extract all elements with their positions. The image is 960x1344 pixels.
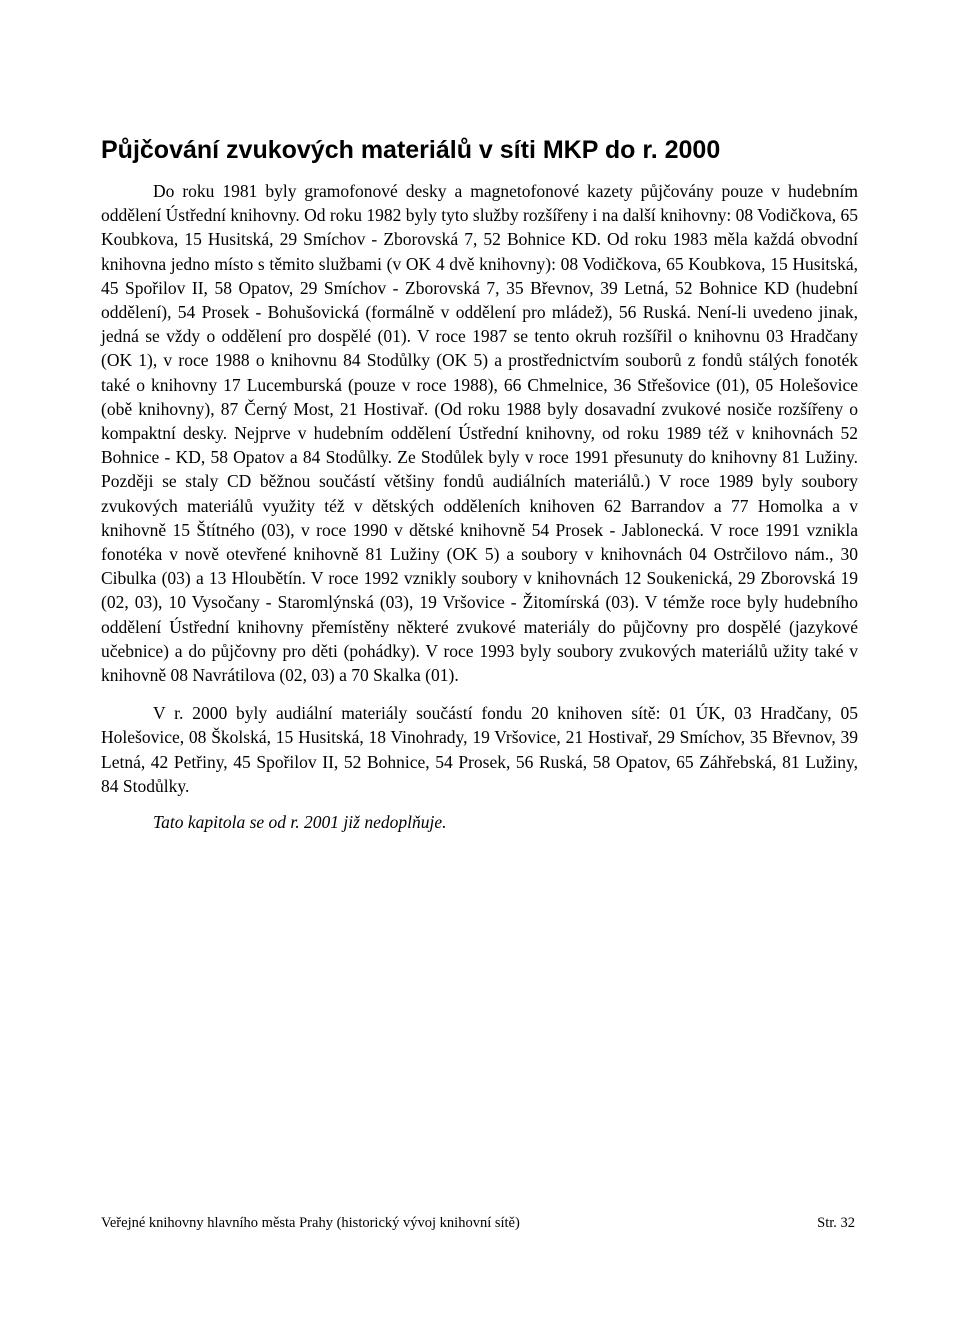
chapter-note: Tato kapitola se od r. 2001 již nedoplňuje. [153,812,447,833]
document-body [101,179,858,834]
paragraph-year-2000: V r. 2000 byly audiální materiály součástí fondu 20 knihoven sítě: 01 ÚK, 03 Hradčany, 05 Holešovice, 08 Školská, 15 Husitská, 18 Vinohrady, 19 Vršovice, 21 Hostivař, 29 Smíchov, 35 Břevnov, 39 Letná, 42 Petřiny, 45 Spořilov II, 52 Bohnice, 54 Prosek, 56 Ruská, 58 Opatov, 65 Záhřebská, 81 Lužiny, 84 Stodůlky. [101,703,858,796]
page-number: Str. 32 [817,1215,855,1231]
page-footer [101,1213,855,1233]
footer-title: Veřejné knihovny hlavního města Prahy (historický vývoj knihovní sítě) [101,1215,520,1231]
page-title: Půjčování zvukových materiálů v síti MKP do r. 2000 [101,136,721,164]
paragraph-history: Do roku 1981 byly gramofonové desky a magnetofonové kazety půjčovány pouze v hudebním oddělení Ústřední knihovny. Od roku 1982 byly tyto služby rozšířeny i na další knihovny: 08 Vodičkova, 65 Koubkova, 15 Husitská, 29 Smíchov - Zborovská 7, 52 Bohnice KD. Od roku 1983 měla každá obvodní knihovna jedno místo s těmito službami (v OK 4 dvě knihovny): 08 Vodičkova, 65 Koubkova, 15 Husitská, 45 Spořilov II, 58 Opatov, 29 Smíchov - Zborovská 7, 35 Břevnov, 39 Letná, 52 Bohnice KD (hudební oddělení), 54 Prosek - Bohušovická (formálně v oddělení pro mládež), 56 Ruská. Není-li uvedeno jinak, jedná se vždy o oddělení pro dospělé (01). V roce 1987 se tento okruh rozšířil o knihovnu 03 Hradčany (OK 1), v roce 1988 o knihovnu 84 Stodůlky (OK 5) a prostřednictvím souborů z fondů stálých fonoték také o knihovny 17 Lucemburská (pouze v roce 1988), 66 Chmelnice, 36 Střešovice (01), 05 Holešovice (obě knihovny), 87 Černý Most, 21 Hostivař. (Od roku 1988 byly dosavadní zvukové nosiče rozšířeny o kompaktní desky. Nejprve v hudebním oddělení Ústřední knihovny, od roku 1989 též v knihovnách 52 Bohnice - KD, 58 Opatov a 84 Stodůlky. Ze Stodůlek byly v roce 1991 přesunuty do knihovny 81 Lužiny. Později se staly CD běžnou součástí většiny fondů audiálních materiálů.) V roce 1989 byly soubory zvukových materiálů využity též v dětských odděleních knihoven 62 Barrandov a 77 Homolka a v knihovně 15 Štítného (03), v roce 1990 v dětské knihovně 54 Prosek - Jablonecká. V roce 1991 vznikla fonotéka v nově otevřené knihovně 81 Lužiny (OK 5) a soubory v knihovnách 04 Ostrčilovo nám., 30 Cibulka (03) a 13 Hloubětín. V roce 1992 vznikly soubory v knihovnách 12 Soukenická, 29 Zborovská 19 (02, 03), 10 Vysočany - Staromlýnská (03), 19 Vršovice - Žitomírská (03). V témže roce byly hudebního oddělení Ústřední knihovny přemístěny některé zvukové materiály do půjčovny pro dospělé (jazykové učebnice) a do půjčovny pro děti (pohádky). V roce 1993 byly soubory zvukových materiálů užity také v knihovně 08 Navrátilova (02, 03) a 70 Skalka (01). [101,181,858,686]
